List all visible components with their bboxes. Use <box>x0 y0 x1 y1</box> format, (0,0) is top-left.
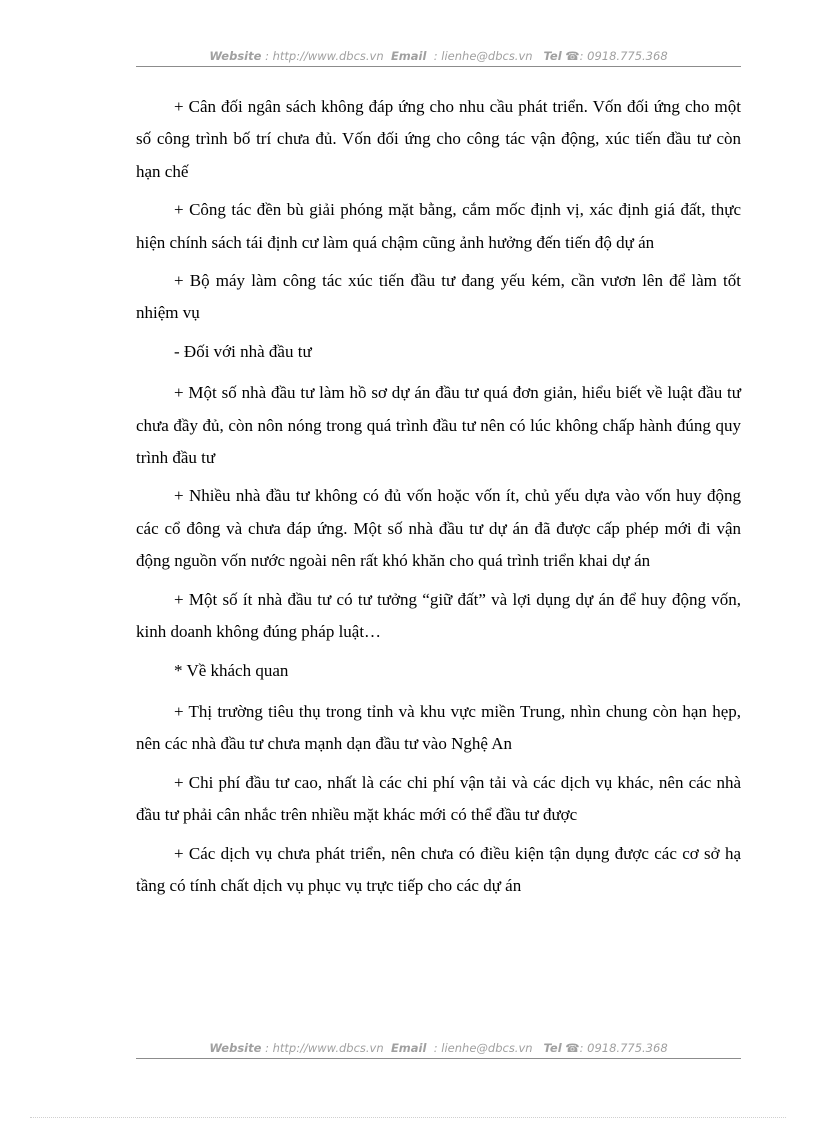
paragraph-promotion-apparatus: + Bộ máy làm công tác xúc tiến đầu tư đang yếu kém, cần vươn lên để làm tốt nhiệm vụ <box>136 271 741 323</box>
subheading-objective: * Về khách quan <box>174 660 289 680</box>
paragraph-costs: + Chi phí đầu tư cao, nhất là các chi phí vận tải và các dịch vụ khác, nên các nhà đầu tư phải cân nhắc trên nhiều mặt khác mới có thể đầu tư được <box>136 772 741 825</box>
tel-number: : 0918.775.368 <box>579 1041 668 1055</box>
website-url[interactable]: : http://www.dbcs.vn <box>265 49 384 63</box>
website-url[interactable]: : http://www.dbcs.vn <box>265 1041 384 1055</box>
document-body <box>136 91 741 908</box>
phone-icon: ☎ <box>565 49 580 63</box>
paragraph-budget: + Cân đối ngân sách không đáp ứng cho nhu cầu phát triển. Vốn đối ứng cho một số công trình bố trí chưa đủ. Vốn đối ứng cho công tác vận động, xúc tiến đầu tư còn hạn chế <box>136 97 741 181</box>
email-address[interactable]: : lienhe@dbcs.vn <box>433 1041 533 1055</box>
page-header <box>136 49 741 67</box>
tel-label: Tel <box>543 1041 562 1055</box>
subheading-investors: - Đối với nhà đầu tư <box>174 341 312 361</box>
paragraph-market: + Thị trường tiêu thụ trong tỉnh và khu vực miền Trung, nhìn chung còn hạn hẹp, nên các nhà đầu tư chưa mạnh dạn đầu tư vào Nghệ An <box>136 701 741 754</box>
website-label: Website <box>209 1041 262 1055</box>
email-address[interactable]: : lienhe@dbcs.vn <box>433 49 533 63</box>
paragraph-land-holding: + Một số ít nhà đầu tư có tư tưởng “giữ đất” và lợi dụng dự án để huy động vốn, kinh doanh không đúng pháp luật… <box>136 589 741 642</box>
page-bottom-divider <box>30 1117 786 1118</box>
paragraph-investor-capital: + Nhiều nhà đầu tư không có đủ vốn hoặc vốn ít, chủ yếu dựa vào vốn huy động các cổ đông và chưa đáp ứng. Một số nhà đầu tư dự án đã được cấp phép mới đi vận động nguồn vốn nước ngoài nên rất khó khăn cho quá trình triển khai dự án <box>136 486 741 571</box>
website-label: Website <box>209 49 262 63</box>
email-label: Email <box>390 49 427 63</box>
page-footer <box>136 1041 741 1059</box>
paragraph-services: + Các dịch vụ chưa phát triển, nên chưa có điều kiện tận dụng được các cơ sở hạ tầng có tính chất dịch vụ phục vụ trực tiếp cho các dự án <box>136 843 741 895</box>
phone-icon: ☎ <box>565 1041 580 1055</box>
paragraph-land-clearance: + Công tác đền bù giải phóng mặt bằng, cắm mốc định vị, xác định giá đất, thực hiện chính sách tái định cư làm quá chậm cũng ảnh hưởng đến tiến độ dự án <box>136 200 741 252</box>
tel-label: Tel <box>543 49 562 63</box>
email-label: Email <box>390 1041 427 1055</box>
paragraph-investor-dossier: + Một số nhà đầu tư làm hồ sơ dự án đầu tư quá đơn giản, hiểu biết về luật đầu tư chưa đầy đủ, còn nôn nóng trong quá trình đầu tư nên có lúc không chấp hành đúng quy trình đầu tư <box>136 383 741 468</box>
tel-number: : 0918.775.368 <box>579 49 668 63</box>
